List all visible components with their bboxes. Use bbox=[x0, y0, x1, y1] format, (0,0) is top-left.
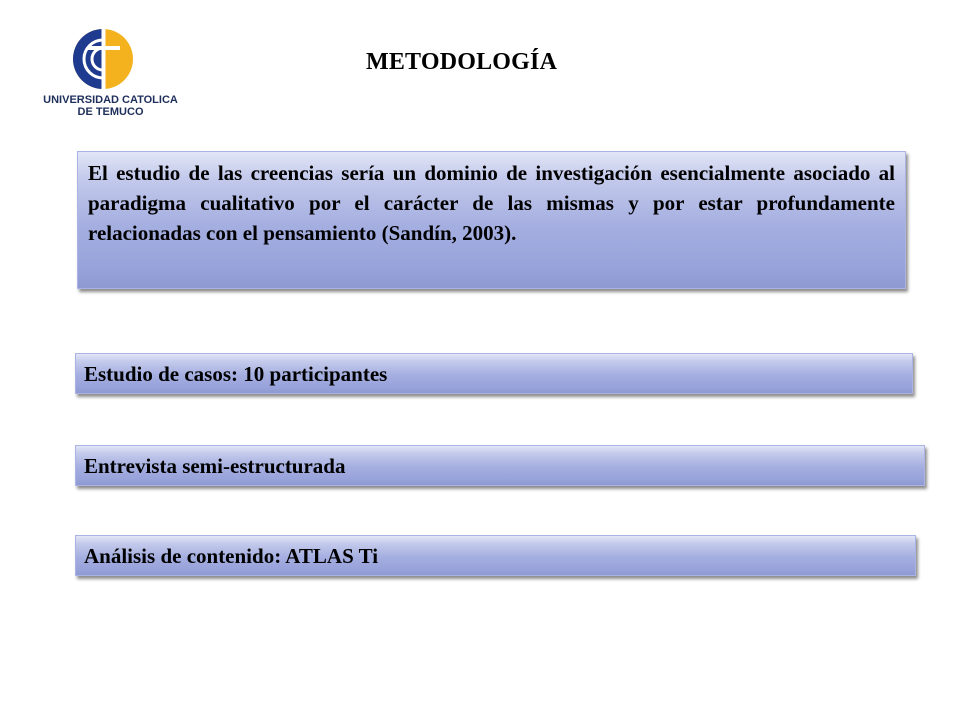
logo-text bbox=[18, 94, 203, 118]
method-item-content-analysis: Análisis de contenido: ATLAS Ti bbox=[75, 535, 916, 576]
logo-emblem-icon bbox=[68, 26, 138, 92]
quote-box: El estudio de las creencias sería un dominio de investigación esencialmente asociado al paradigma cualitativo por el carácter de las mismas y por estar profundamente relacionadas con el pensamiento (Sandín, 2003). bbox=[77, 151, 906, 289]
slide-title: METODOLOGÍA bbox=[366, 49, 558, 75]
method-item-interview: Entrevista semi-estructurada bbox=[75, 445, 925, 486]
logo-text-line2: DE TEMUCO bbox=[77, 106, 144, 118]
logo-text-line1: UNIVERSIDAD CATOLICA bbox=[43, 94, 178, 106]
method-item-case-study: Estudio de casos: 10 participantes bbox=[75, 353, 913, 394]
university-logo bbox=[18, 26, 203, 122]
